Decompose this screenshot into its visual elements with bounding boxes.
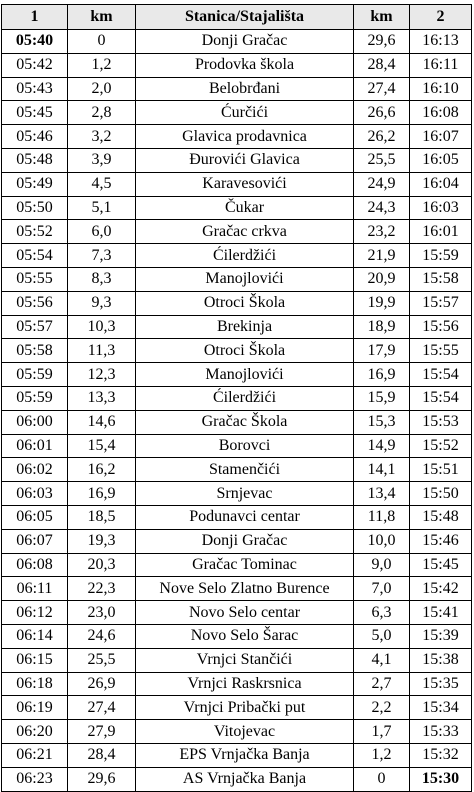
table-row [2,363,472,387]
time-direction-1: 06:15 [2,648,68,672]
km-direction-2: 26,2 [354,125,410,149]
time-direction-2: 15:34 [410,696,472,720]
table-row [2,196,472,220]
time-direction-2: 15:54 [410,386,472,410]
time-direction-1: 06:07 [2,529,68,553]
time-direction-2: 15:30 [410,767,472,791]
km-direction-2: 28,4 [354,53,410,77]
km-direction-2: 13,4 [354,482,410,506]
km-direction-2: 23,2 [354,220,410,244]
km-direction-2: 20,9 [354,267,410,291]
table-row [2,339,472,363]
table-row [2,458,472,482]
km-direction-1: 11,3 [68,339,136,363]
time-direction-2: 16:11 [410,53,472,77]
time-direction-1: 05:50 [2,196,68,220]
km-direction-1: 3,2 [68,125,136,149]
time-direction-1: 06:21 [2,743,68,767]
station-name: Vrnjci Pribački put [136,696,354,720]
km-direction-2: 6,3 [354,601,410,625]
km-direction-1: 25,5 [68,648,136,672]
bus-timetable [1,4,472,792]
km-direction-1: 14,6 [68,410,136,434]
station-name: EPS Vrnjačka Banja [136,743,354,767]
km-direction-1: 28,4 [68,743,136,767]
km-direction-1: 9,3 [68,291,136,315]
table-row [2,434,472,458]
km-direction-1: 29,6 [68,767,136,791]
station-name: Čukar [136,196,354,220]
time-direction-2: 16:03 [410,196,472,220]
timetable-container [1,4,471,792]
table-row [2,291,472,315]
table-row [2,529,472,553]
station-name: Borovci [136,434,354,458]
km-direction-2: 19,9 [354,291,410,315]
time-direction-1: 05:46 [2,125,68,149]
time-direction-1: 06:05 [2,505,68,529]
km-direction-2: 29,6 [354,30,410,54]
time-direction-1: 06:03 [2,482,68,506]
time-direction-2: 15:50 [410,482,472,506]
table-row [2,386,472,410]
km-direction-2: 14,9 [354,434,410,458]
km-direction-1: 7,3 [68,244,136,268]
station-name: Otroci Škola [136,339,354,363]
time-direction-2: 15:52 [410,434,472,458]
station-name: Đurovići Glavica [136,148,354,172]
time-direction-2: 15:41 [410,601,472,625]
table-row [2,553,472,577]
time-direction-1: 05:59 [2,363,68,387]
table-row [2,720,472,744]
time-direction-2: 15:42 [410,577,472,601]
station-name: Ćilerdžići [136,244,354,268]
time-direction-1: 06:00 [2,410,68,434]
table-row [2,267,472,291]
station-name: Nove Selo Zlatno Burence [136,577,354,601]
km-direction-1: 26,9 [68,672,136,696]
time-direction-1: 05:42 [2,53,68,77]
km-direction-1: 22,3 [68,577,136,601]
km-direction-2: 15,3 [354,410,410,434]
km-direction-1: 23,0 [68,601,136,625]
station-name: Vrnjci Stančići [136,648,354,672]
station-name: Prodovka škola [136,53,354,77]
time-direction-1: 05:54 [2,244,68,268]
time-direction-1: 06:01 [2,434,68,458]
station-name: Glavica prodavnica [136,125,354,149]
table-row [2,410,472,434]
time-direction-2: 16:07 [410,125,472,149]
km-direction-2: 10,0 [354,529,410,553]
table-row [2,672,472,696]
km-direction-1: 15,4 [68,434,136,458]
table-row [2,220,472,244]
station-name: Ćilerdžići [136,386,354,410]
time-direction-1: 05:52 [2,220,68,244]
km-direction-2: 15,9 [354,386,410,410]
time-direction-1: 05:55 [2,267,68,291]
time-direction-1: 05:43 [2,77,68,101]
table-row [2,77,472,101]
time-direction-2: 15:38 [410,648,472,672]
time-direction-1: 06:18 [2,672,68,696]
km-direction-2: 21,9 [354,244,410,268]
time-direction-1: 06:12 [2,601,68,625]
table-row [2,577,472,601]
km-direction-1: 5,1 [68,196,136,220]
time-direction-2: 15:35 [410,672,472,696]
km-direction-1: 2,0 [68,77,136,101]
km-direction-2: 26,6 [354,101,410,125]
table-row [2,244,472,268]
table-row [2,743,472,767]
time-direction-1: 05:40 [2,30,68,54]
station-name: Stamenčići [136,458,354,482]
km-direction-1: 13,3 [68,386,136,410]
km-direction-2: 17,9 [354,339,410,363]
km-direction-2: 5,0 [354,624,410,648]
km-direction-1: 27,9 [68,720,136,744]
table-row [2,767,472,791]
station-name: Podunavci centar [136,505,354,529]
time-direction-1: 06:23 [2,767,68,791]
station-name: Brekinja [136,315,354,339]
station-name: Manojlovići [136,267,354,291]
km-direction-2: 24,9 [354,172,410,196]
time-direction-2: 15:54 [410,363,472,387]
time-direction-1: 06:14 [2,624,68,648]
time-direction-1: 06:11 [2,577,68,601]
km-direction-2: 11,8 [354,505,410,529]
station-name: Gračac Škola [136,410,354,434]
header-row [2,5,472,30]
time-direction-1: 05:58 [2,339,68,363]
station-name: Srnjevac [136,482,354,506]
station-name: Donji Gračac [136,30,354,54]
time-direction-2: 16:10 [410,77,472,101]
station-name: Belobrđani [136,77,354,101]
table-row [2,125,472,149]
time-direction-1: 06:08 [2,553,68,577]
km-direction-1: 24,6 [68,624,136,648]
time-direction-2: 15:59 [410,244,472,268]
station-name: Gračac Tominac [136,553,354,577]
time-direction-1: 05:56 [2,291,68,315]
table-row [2,505,472,529]
table-row [2,482,472,506]
table-row [2,101,472,125]
km-direction-1: 16,2 [68,458,136,482]
header-km-1: km [68,5,136,30]
time-direction-1: 05:48 [2,148,68,172]
table-row [2,648,472,672]
table-row [2,624,472,648]
km-direction-1: 10,3 [68,315,136,339]
km-direction-1: 3,9 [68,148,136,172]
station-name: Gračac crkva [136,220,354,244]
header-station: Stanica/Stajališta [136,5,354,30]
table-row [2,696,472,720]
km-direction-2: 1,7 [354,720,410,744]
time-direction-1: 05:57 [2,315,68,339]
time-direction-2: 15:51 [410,458,472,482]
km-direction-1: 0 [68,30,136,54]
km-direction-1: 1,2 [68,53,136,77]
km-direction-2: 25,5 [354,148,410,172]
km-direction-1: 12,3 [68,363,136,387]
time-direction-2: 15:48 [410,505,472,529]
header-km-2: km [354,5,410,30]
time-direction-1: 05:45 [2,101,68,125]
km-direction-2: 24,3 [354,196,410,220]
time-direction-2: 16:05 [410,148,472,172]
table-row [2,601,472,625]
km-direction-1: 18,5 [68,505,136,529]
km-direction-2: 18,9 [354,315,410,339]
km-direction-2: 0 [354,767,410,791]
table-row [2,30,472,54]
km-direction-2: 16,9 [354,363,410,387]
time-direction-2: 15:39 [410,624,472,648]
time-direction-1: 05:59 [2,386,68,410]
station-name: Vitojevac [136,720,354,744]
station-name: Karavesovići [136,172,354,196]
time-direction-1: 05:49 [2,172,68,196]
station-name: AS Vrnjačka Banja [136,767,354,791]
table-row [2,53,472,77]
time-direction-2: 16:01 [410,220,472,244]
time-direction-2: 15:56 [410,315,472,339]
km-direction-1: 20,3 [68,553,136,577]
km-direction-2: 7,0 [354,577,410,601]
km-direction-2: 2,2 [354,696,410,720]
km-direction-1: 4,5 [68,172,136,196]
timetable-body [2,30,472,792]
time-direction-1: 06:19 [2,696,68,720]
time-direction-2: 15:55 [410,339,472,363]
time-direction-2: 16:04 [410,172,472,196]
time-direction-1: 06:20 [2,720,68,744]
km-direction-2: 27,4 [354,77,410,101]
table-row [2,148,472,172]
station-name: Otroci Škola [136,291,354,315]
time-direction-2: 15:46 [410,529,472,553]
time-direction-2: 16:08 [410,101,472,125]
table-row [2,172,472,196]
km-direction-1: 2,8 [68,101,136,125]
km-direction-2: 4,1 [354,648,410,672]
station-name: Novo Selo Šarac [136,624,354,648]
time-direction-2: 16:13 [410,30,472,54]
time-direction-2: 15:33 [410,720,472,744]
km-direction-1: 6,0 [68,220,136,244]
km-direction-2: 1,2 [354,743,410,767]
km-direction-2: 9,0 [354,553,410,577]
station-name: Novo Selo centar [136,601,354,625]
time-direction-2: 15:58 [410,267,472,291]
km-direction-2: 2,7 [354,672,410,696]
station-name: Vrnjci Raskrsnica [136,672,354,696]
km-direction-1: 27,4 [68,696,136,720]
time-direction-2: 15:53 [410,410,472,434]
km-direction-1: 19,3 [68,529,136,553]
header-departure-2: 2 [410,5,472,30]
km-direction-1: 16,9 [68,482,136,506]
time-direction-2: 15:32 [410,743,472,767]
time-direction-1: 06:02 [2,458,68,482]
time-direction-2: 15:57 [410,291,472,315]
station-name: Ćurčići [136,101,354,125]
km-direction-2: 14,1 [354,458,410,482]
station-name: Donji Gračac [136,529,354,553]
header-departure-1: 1 [2,5,68,30]
time-direction-2: 15:45 [410,553,472,577]
km-direction-1: 8,3 [68,267,136,291]
station-name: Manojlovići [136,363,354,387]
table-row [2,315,472,339]
